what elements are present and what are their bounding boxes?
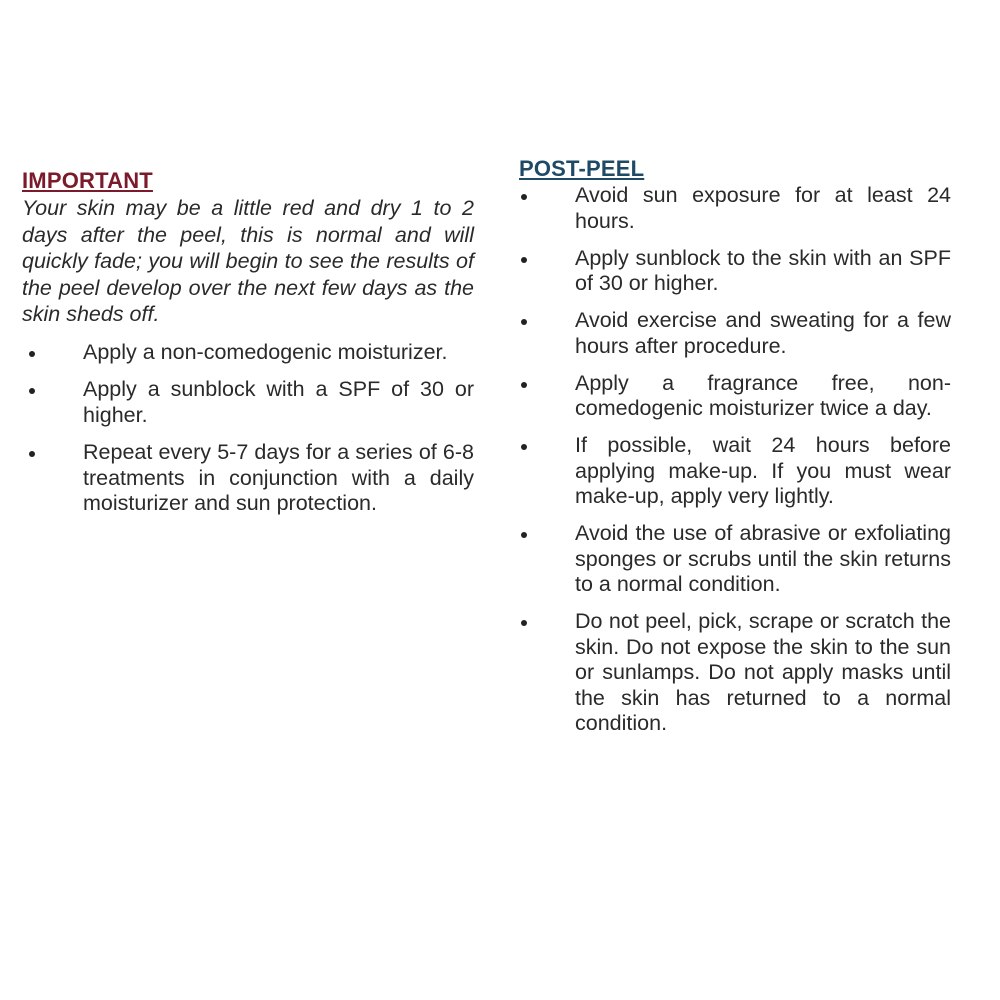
bullet-icon (521, 319, 527, 325)
list-item-text: Repeat every 5-7 days for a series of 6-8 treatments in conjunction with a daily moisturizer and sun protection. (83, 440, 474, 515)
bullet-icon (29, 388, 35, 394)
list-item (22, 440, 474, 517)
post-peel-list (519, 183, 951, 737)
bullet-icon (521, 257, 527, 263)
list-item-text: If possible, wait 24 hours before applying make-up. If you must wear make-up, apply very lightly. (575, 433, 951, 508)
list-item-text: Avoid the use of abrasive or exfoliating sponges or scrubs until the skin returns to a normal condition. (575, 521, 951, 596)
list-item-text: Apply a fragrance free, non-comedogenic moisturizer twice a day. (575, 370, 951, 420)
list-item (519, 246, 951, 297)
post-peel-section (519, 156, 951, 748)
list-item (519, 308, 951, 359)
bullet-icon (521, 620, 527, 626)
important-list (22, 340, 474, 517)
bullet-icon (521, 444, 527, 450)
list-item-text: Avoid sun exposure for at least 24 hours. (575, 183, 951, 233)
list-item (22, 377, 474, 428)
list-item-text: Apply sunblock to the skin with an SPF of 30 or higher. (575, 245, 951, 295)
list-item (519, 371, 951, 422)
list-item-text: Apply a non-comedogenic moisturizer. (83, 339, 448, 364)
bullet-icon (521, 382, 527, 388)
bullet-icon (29, 451, 35, 457)
bullet-icon (521, 194, 527, 200)
important-intro: Your skin may be a little red and dry 1 to 2 days after the peel, this is normal and will quickly fade; you will begin to see the results of the peel develop over the next few days as the skin sheds off. (22, 196, 474, 326)
important-section (22, 168, 474, 529)
list-item-text: Avoid exercise and sweating for a few hours after procedure. (575, 308, 951, 358)
post-peel-heading: POST-PEEL (519, 156, 645, 181)
list-item (519, 609, 951, 737)
bullet-icon (521, 532, 527, 538)
list-item-text: Do not peel, pick, scrape or scratch the skin. Do not expose the skin to the sun or sunlamps. Do not apply masks until the skin has returned to a normal condition. (575, 609, 951, 735)
important-heading: IMPORTANT (22, 168, 153, 193)
list-item-text: Apply a sunblock with a SPF of 30 or higher. (83, 377, 474, 427)
list-item (22, 340, 474, 366)
list-item (519, 183, 951, 234)
list-item (519, 433, 951, 510)
bullet-icon (29, 351, 35, 357)
list-item (519, 521, 951, 598)
